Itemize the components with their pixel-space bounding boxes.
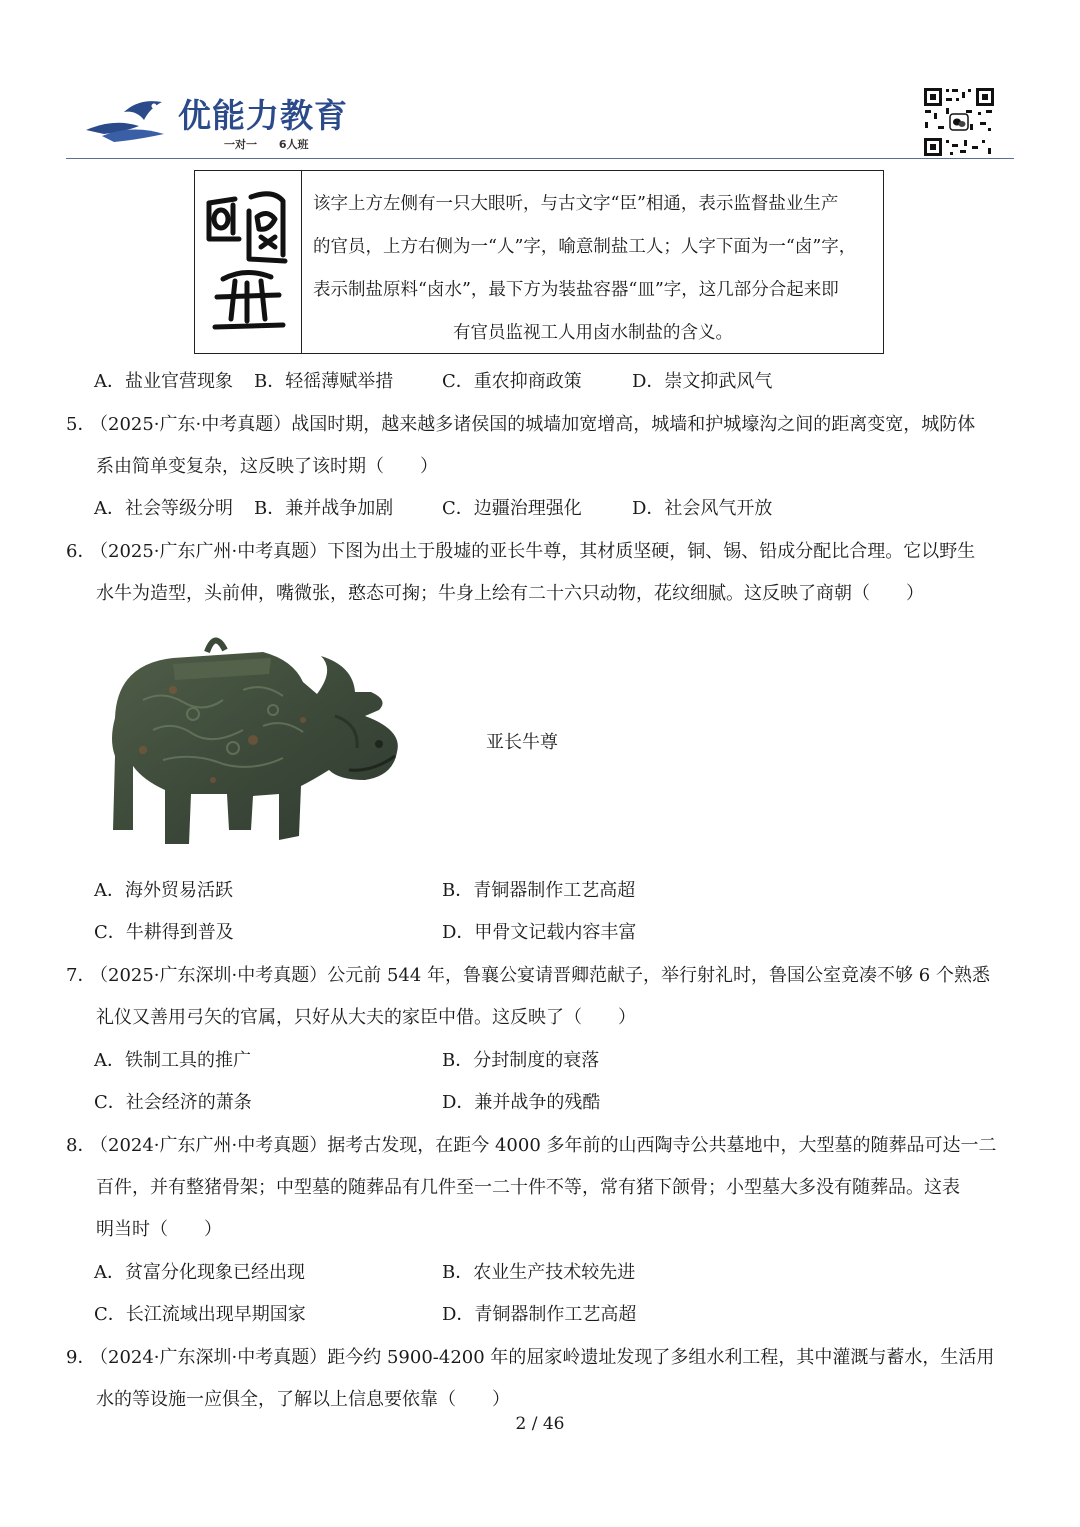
q8-option-c[interactable]: C．长江流域出现早期国家	[94, 1304, 306, 1325]
q7-stem-line: 礼仪又善用弓矢的官属，只好从大夫的家臣中借。这反映了（ ）	[96, 1007, 636, 1028]
q6-option-c[interactable]: C．牛耕得到普及	[94, 922, 234, 943]
q7-stem-line: （2025·广东深圳·中考真题）公元前 544 年，鲁襄公宴请晋卿范献子，举行射礼时，鲁国公室竟凑不够 6 个熟悉	[90, 965, 990, 986]
q4-figure-text-line: 该字上方左侧有一只大眼听，与古文字“臣”相通，表示监督盐业生产	[313, 194, 839, 214]
q5-option-c[interactable]: C．边疆治理强化	[442, 498, 582, 519]
q8-number: 8．	[66, 1135, 96, 1156]
q5-stem-line: 系由简单变复杂，这反映了该时期（ ）	[96, 456, 438, 477]
q6-figure-caption: 亚长牛尊	[486, 732, 558, 753]
q5-number: 5．	[66, 414, 96, 435]
q7-option-d[interactable]: D．兼并战争的残酷	[442, 1092, 601, 1113]
brand-subtitle: 一对一 6人班	[224, 138, 309, 151]
q5-option-a[interactable]: A．社会等级分明	[94, 498, 233, 519]
q6-option-b[interactable]: B．青铜器制作工艺高超	[442, 880, 636, 901]
q6-option-d[interactable]: D．甲骨文记载内容丰富	[442, 922, 637, 943]
q7-number: 7．	[66, 965, 96, 986]
q7-option-b[interactable]: B．分封制度的衰落	[442, 1050, 600, 1071]
q9-number: 9．	[66, 1347, 96, 1368]
brand-name: 优能力教育	[178, 96, 348, 135]
q9-stem-line: （2024·广东深圳·中考真题）距今约 5900-4200 年的屈家岭遗址发现了多组水利工程，其中灌溉与蓄水，生活用	[90, 1347, 995, 1368]
page-number: 2 / 46	[515, 1414, 565, 1434]
q4-figure-text-line: 的官员，上方右侧为一“人”字，喻意制盐工人；人字下面为一“卤”字，	[313, 237, 857, 257]
q4-option-d[interactable]: D．崇文抑武风气	[632, 371, 773, 392]
q5-stem-line: （2025·广东·中考真题）战国时期，越来越多诸侯国的城墙加宽增高，城墙和护城壕沟之间的距离变宽，城防体	[90, 414, 976, 435]
q4-figure-box	[194, 170, 884, 354]
q8-option-a[interactable]: A．贫富分化现象已经出现	[94, 1262, 305, 1283]
q6-stem-line: （2025·广东广州·中考真题）下图为出土于殷墟的亚长牛尊，其材质坚硬，铜、锡、铅成分配比合理。它以野生	[90, 541, 976, 562]
q6-stem-line: 水牛为造型，头前伸，嘴微张，憨态可掬；牛身上绘有二十六只动物，花纹细腻。这反映了商朝（ ）	[96, 583, 924, 604]
q4-option-a[interactable]: A．盐业官营现象	[94, 371, 233, 392]
q5-option-d[interactable]: D．社会风气开放	[632, 498, 773, 519]
q4-figure-text-line: 有官员监视工人用卤水制盐的含义。	[453, 323, 733, 343]
q7-option-c[interactable]: C．社会经济的萧条	[94, 1092, 252, 1113]
qr-code-icon	[922, 86, 996, 158]
q8-option-d[interactable]: D．青铜器制作工艺高超	[442, 1304, 637, 1325]
q5-option-b[interactable]: B．兼并战争加剧	[254, 498, 394, 519]
q4-option-b[interactable]: B．轻徭薄赋举措	[254, 371, 394, 392]
q4-option-c[interactable]: C．重农抑商政策	[442, 371, 582, 392]
q8-stem-line: 百件，并有整猪骨架；中型墓的随葬品有几件至一二十件不等，常有猪下颌骨；小型墓大多没有随葬品。这表	[96, 1177, 960, 1198]
q4-figure-text-line: 表示制盐原料“卤水”，最下方为装盐容器“皿”字，这几部分合起来即	[313, 280, 839, 300]
q8-stem-line: （2024·广东广州·中考真题）据考古发现，在距今 4000 多年前的山西陶寺公共墓地中，大型墓的随葬品可达一二	[90, 1135, 997, 1156]
q6-number: 6．	[66, 541, 96, 562]
header-divider	[66, 158, 1014, 159]
ancient-character-icon	[195, 171, 302, 353]
q8-option-b[interactable]: B．农业生产技术较先进	[442, 1262, 636, 1283]
bronze-ox-zun-image	[103, 630, 403, 862]
q9-stem-line: 水的等设施一应俱全，了解以上信息要依靠（ ）	[96, 1389, 510, 1410]
q6-option-a[interactable]: A．海外贸易活跃	[94, 880, 233, 901]
q8-stem-line: 明当时（ ）	[96, 1219, 222, 1240]
q7-option-a[interactable]: A．铁制工具的推广	[94, 1050, 251, 1071]
